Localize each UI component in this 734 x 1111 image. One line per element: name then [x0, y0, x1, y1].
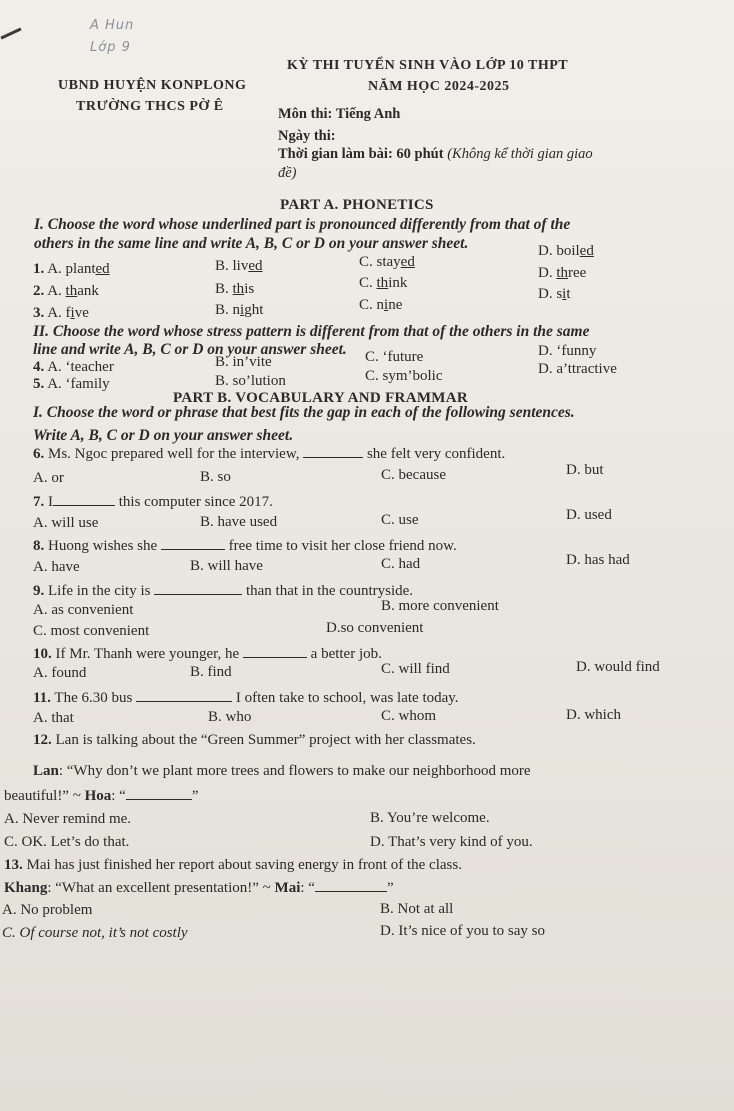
header-time-note: đề): [278, 165, 297, 181]
part-a-s1-instruction-2: others in the same line and write A, B, C or D on your answer sheet.: [34, 235, 469, 252]
header-exam-title: KỲ THI TUYỂN SINH VÀO LỚP 10 THPT: [287, 58, 569, 73]
q1-option-c: C. stayed: [359, 254, 415, 270]
question-1: 1. A. planted: [33, 261, 110, 277]
q8-blank: [161, 537, 225, 550]
q9-option-c: C. most convenient: [33, 623, 150, 639]
q9-option-b: B. more convenient: [381, 598, 499, 614]
q2-option-d: D. three: [538, 265, 587, 281]
question-7: 7. I this computer since 2017.: [33, 494, 273, 510]
q5-option-b: B. so’lution: [215, 373, 286, 389]
q11-option-c: C. whom: [381, 708, 437, 724]
header-time: Thời gian làm bài: 60 phút (Không kể thời gian giao: [278, 146, 593, 162]
q13-option-d: D. It’s nice of you to say so: [380, 923, 545, 939]
q13-blank: [315, 879, 387, 892]
q11-option-b: B. who: [208, 709, 252, 725]
q1-option-d: D. boiled: [538, 243, 594, 259]
q6-option-c: C. because: [381, 467, 446, 483]
handwritten-class: Lớp 9: [90, 40, 131, 55]
question-12: 12. Lan is talking about the “Green Summer” project with her classmates.: [33, 732, 476, 748]
q13-option-c: C. Of course not, it’s not costly: [2, 925, 188, 941]
q3-option-d: D. sit: [538, 286, 571, 302]
question-8: 8. Huong wishes she free time to visit her close friend now.: [33, 538, 457, 554]
q2-option-b: B. this: [215, 281, 255, 297]
q5-option-c: C. sym’bolic: [365, 368, 443, 384]
question-3: 3. A. five: [33, 305, 89, 321]
q13-dialogue: Khang: “What an excellent presentation!” ~ Mai: “ ”: [4, 880, 394, 896]
q7-option-d: D. used: [566, 507, 612, 523]
q7-blank: [53, 493, 115, 506]
q9-option-a: A. as convenient: [33, 602, 134, 618]
q8-option-b: B. will have: [190, 558, 263, 574]
q9-option-d: D.so convenient: [326, 620, 424, 636]
q7-option-a: A. will use: [33, 515, 99, 531]
q3-option-c: C. nine: [359, 297, 403, 313]
handwritten-name: A Hun: [90, 18, 135, 33]
q4-option-d: D. ‘funny: [538, 343, 597, 359]
part-a-s1-instruction-1: I. Choose the word whose underlined part is pronounced differently from that of the: [34, 216, 571, 233]
question-5: 5. A. ‘family: [33, 376, 110, 392]
q2-option-c: C. think: [359, 275, 408, 291]
q12-option-a: A. Never remind me.: [4, 811, 132, 827]
question-4: 4. A. ‘teacher: [33, 359, 114, 375]
q12-dialogue-lan: Lan: “Why don’t we plant more trees and flowers to make our neighborhood more: [33, 763, 531, 779]
q13-option-a: A. No problem: [2, 902, 93, 918]
q8-option-a: A. have: [33, 559, 80, 575]
q7-option-c: C. use: [381, 512, 419, 528]
q6-option-a: A. or: [33, 470, 64, 486]
q10-option-d: D. would find: [576, 659, 660, 675]
part-b-s1-instruction-2: Write A, B, C or D on your answer sheet.: [33, 427, 294, 444]
part-b-title: PART B. VOCABULARY AND FRAMMAR: [173, 390, 469, 406]
question-2: 2. A. thank: [33, 283, 99, 299]
header-date: Ngày thi:: [278, 128, 336, 144]
q8-option-c: C. had: [381, 556, 421, 572]
q12-option-b: B. You’re welcome.: [370, 810, 490, 826]
q4-option-b: B. in’vite: [215, 354, 272, 370]
q6-blank: [303, 445, 363, 458]
q13-option-b: B. Not at all: [380, 901, 454, 917]
q9-blank: [154, 582, 242, 595]
q10-blank: [243, 645, 307, 658]
q12-blank: [126, 787, 192, 800]
q11-option-a: A. that: [33, 710, 74, 726]
q1-option-b: B. lived: [215, 258, 263, 274]
q6-option-b: B. so: [200, 469, 231, 485]
q12-option-c: C. OK. Let’s do that.: [4, 834, 130, 850]
q6-option-d: D. but: [566, 462, 604, 478]
question-9: 9. Life in the city is than that in the countryside.: [33, 583, 414, 599]
header-year: NĂM HỌC 2024-2025: [368, 79, 510, 94]
header-subject: Môn thi: Tiếng Anh: [278, 106, 401, 122]
q10-option-c: C. will find: [381, 661, 450, 677]
question-13: 13. Mai has just finished her report about saving energy in front of the class.: [4, 857, 462, 873]
q3-option-b: B. night: [215, 302, 264, 318]
q5-option-d: D. a’ttractive: [538, 361, 617, 377]
q12-option-d: D. That’s very kind of you.: [370, 834, 533, 850]
q10-option-a: A. found: [33, 665, 87, 681]
question-6: 6. Ms. Ngoc prepared well for the interview, she felt very confident.: [33, 446, 506, 462]
header-school: TRƯỜNG THCS PỜ Ê: [76, 99, 224, 114]
part-b-s1-instruction-1: I. Choose the word or phrase that best fits the gap in each of the following sentences.: [33, 404, 575, 421]
q12-dialogue-hoa: beautiful!” ~ Hoa: “ ”: [4, 788, 199, 804]
header-dept: UBND HUYỆN KONPLONG: [58, 78, 247, 93]
part-a-title: PART A. PHONETICS: [280, 197, 434, 213]
part-a-s2-instruction-2: line and write A, B, C or D on your answer sheet.: [33, 341, 347, 358]
question-11: 11. The 6.30 bus I often take to school, was late today.: [33, 690, 459, 706]
q4-option-c: C. ‘future: [365, 349, 424, 365]
q8-option-d: D. has had: [566, 552, 630, 568]
part-a-s2-instruction-1: II. Choose the word whose stress pattern is different from that of the others in the same: [33, 323, 590, 340]
q11-blank: [136, 689, 232, 702]
question-10: 10. If Mr. Thanh were younger, he a better job.: [33, 646, 382, 662]
pen-mark: [0, 27, 21, 39]
q7-option-b: B. have used: [200, 514, 278, 530]
q11-option-d: D. which: [566, 707, 621, 723]
q10-option-b: B. find: [190, 664, 232, 680]
